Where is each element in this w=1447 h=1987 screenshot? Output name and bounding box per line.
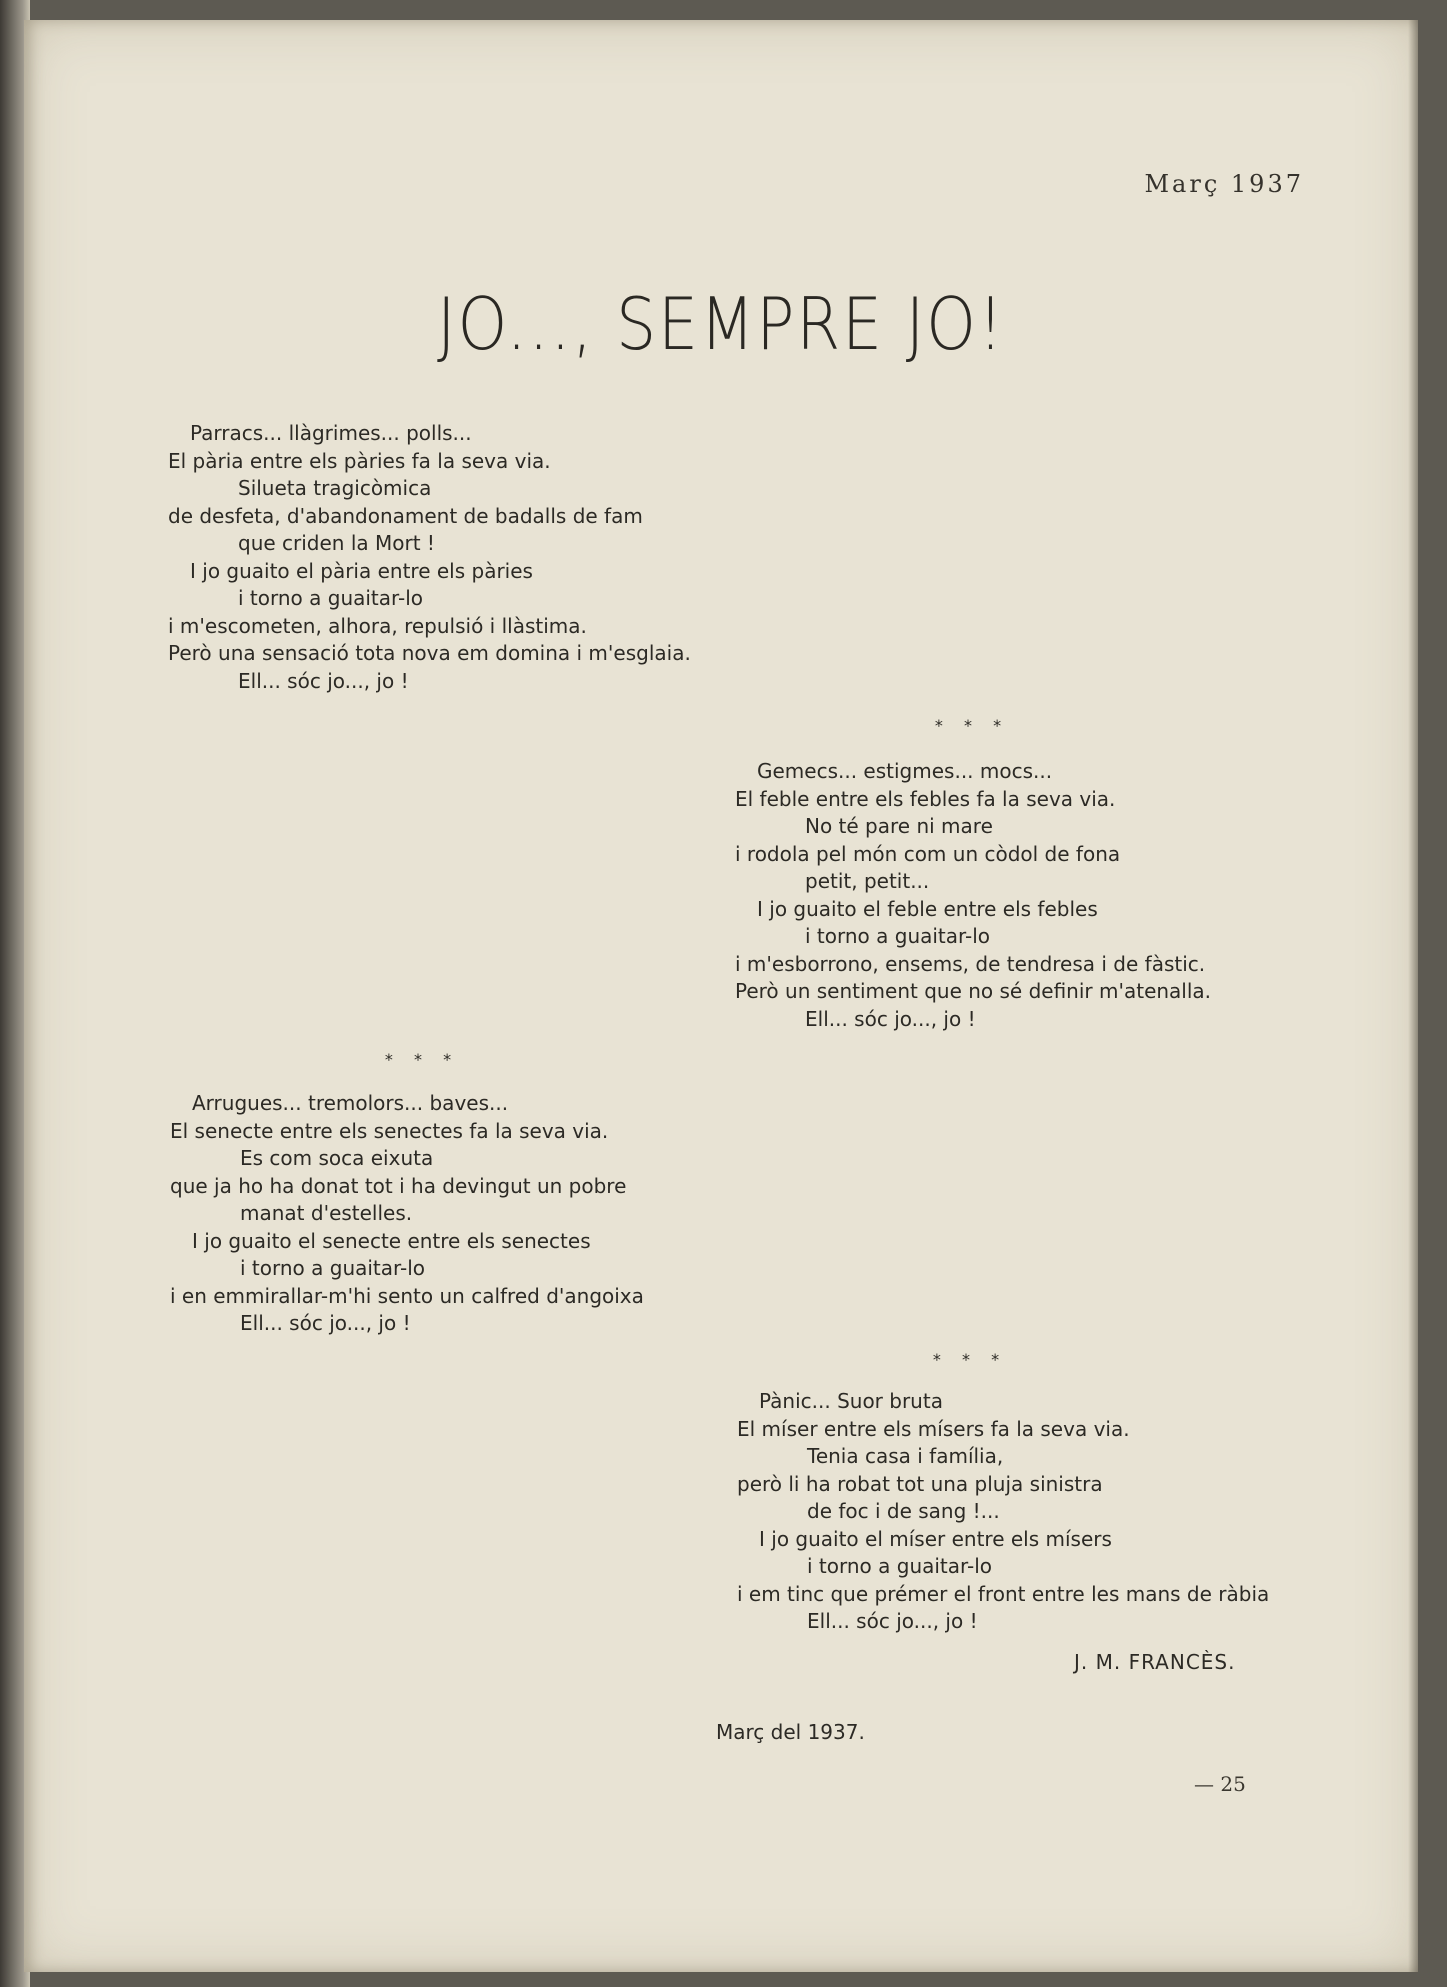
poem-line: El feble entre els febles fa la seva via. bbox=[735, 786, 1116, 811]
poem-line: i torno a guaitar-lo bbox=[805, 924, 990, 948]
poem-line: que criden la Mort ! bbox=[238, 531, 435, 555]
page-number: — 25 bbox=[1194, 1772, 1246, 1796]
poem-line: El pària entre els pàries fa la seva via. bbox=[168, 448, 551, 473]
poem-line: Ell... sóc jo..., jo ! bbox=[805, 1006, 976, 1031]
poem-line: petit, petit... bbox=[805, 869, 930, 893]
poem-title: JO..., SEMPRE JO! bbox=[437, 282, 1005, 366]
poem-line: Parracs... llàgrimes... polls... bbox=[190, 421, 472, 445]
stanza-2 bbox=[735, 758, 1211, 1033]
poem-line: Ell... sóc jo..., jo ! bbox=[238, 668, 409, 693]
poem-line: Però un sentiment que no sé definir m'atenalla. bbox=[735, 979, 1212, 1003]
poem-line: i m'escometen, alhora, repulsió i llàstima. bbox=[168, 613, 587, 638]
poem-line: i en emmirallar-m'hi sento un calfred d'angoixa bbox=[170, 1283, 644, 1308]
poem-line: i m'esborrono, ensems, de tendresa i de fàstic. bbox=[735, 951, 1206, 976]
stanza-separator: * * * bbox=[932, 1350, 1008, 1369]
poem-line: i rodola pel món com un còdol de fona bbox=[735, 841, 1121, 866]
poem-line: Ell... sóc jo..., jo ! bbox=[807, 1609, 978, 1633]
stanza-1 bbox=[168, 420, 691, 695]
closing-date: Març del 1937. bbox=[716, 1720, 865, 1744]
poem-line: Silueta tragicòmica bbox=[238, 476, 432, 500]
stanza-3 bbox=[170, 1090, 644, 1338]
poem-line: i torno a guaitar-lo bbox=[238, 586, 423, 610]
poem-line: però li ha robat tot una pluja sinistra bbox=[737, 1471, 1103, 1496]
author-signature: J. M. FRANCÈS. bbox=[1074, 1650, 1236, 1674]
poem-line: I jo guaito el feble entre els febles bbox=[757, 896, 1098, 921]
poem-line: manat d'estelles. bbox=[240, 1201, 413, 1225]
poem-line: Arrugues... tremolors... baves... bbox=[192, 1091, 509, 1115]
stanza-separator: * * * bbox=[934, 716, 1010, 735]
poem-line: Tenia casa i família, bbox=[807, 1444, 1004, 1468]
poem-line: Es com soca eixuta bbox=[240, 1146, 434, 1170]
poem-line: de desfeta, d'abandonament de badalls de fam bbox=[168, 503, 643, 528]
poem-line: El míser entre els mísers fa la seva via. bbox=[737, 1416, 1130, 1441]
poem-line: I jo guaito el senecte entre els senectes bbox=[192, 1228, 591, 1253]
poem-line: I jo guaito el pària entre els pàries bbox=[190, 558, 533, 583]
poem-line: I jo guaito el míser entre els mísers bbox=[759, 1526, 1112, 1551]
stanza-separator: * * * bbox=[384, 1050, 460, 1069]
poem-line: Gemecs... estigmes... mocs... bbox=[757, 759, 1053, 783]
poem-line: de foc i de sang !... bbox=[807, 1499, 1000, 1523]
poem-line: Ell... sóc jo..., jo ! bbox=[240, 1311, 411, 1335]
poem-line: Pànic... Suor bruta bbox=[759, 1389, 943, 1413]
poem-line: El senecte entre els senectes fa la seva via. bbox=[170, 1118, 609, 1143]
header-date: Març 1937 bbox=[1144, 170, 1304, 198]
poem-line: i torno a guaitar-lo bbox=[240, 1256, 425, 1280]
stanza-4 bbox=[737, 1388, 1269, 1636]
poem-line: No té pare ni mare bbox=[805, 814, 993, 838]
poem-line: i torno a guaitar-lo bbox=[807, 1554, 992, 1578]
poem-line: i em tinc que prémer el front entre les mans de ràbia bbox=[737, 1581, 1270, 1606]
magazine-page bbox=[24, 20, 1418, 1972]
poem-line: Però una sensació tota nova em domina i m'esglaia. bbox=[168, 641, 691, 665]
poem-line: que ja ho ha donat tot i ha devingut un pobre bbox=[170, 1173, 627, 1198]
